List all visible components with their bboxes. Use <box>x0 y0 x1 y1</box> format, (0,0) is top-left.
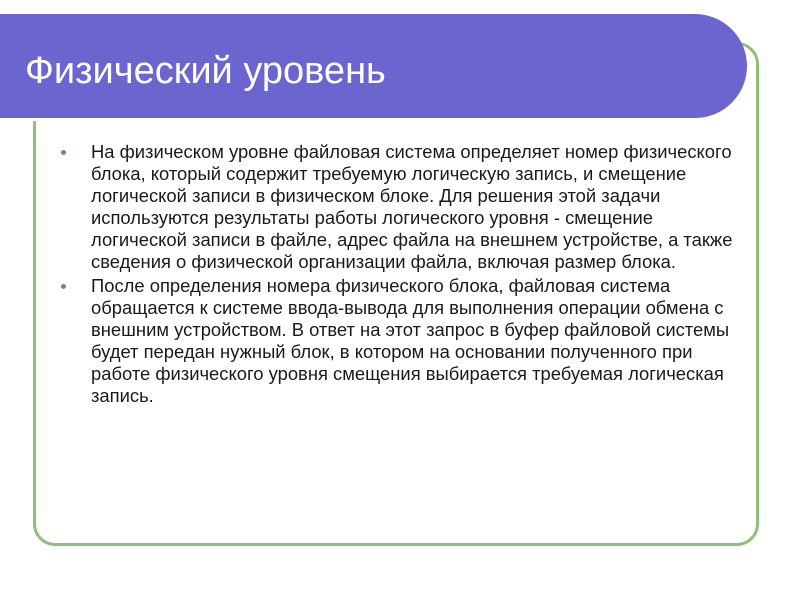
bullet-item <box>60 275 740 407</box>
slide-content <box>60 141 740 409</box>
bullet-text: На физическом уровне файловая система определяет номер физического блока, который содержит требуемую логическую запись, и смещение логической записи в физическом блоке. Для решения этой задачи используются результаты работы логического уровня - смещение логической записи в файле, адрес файла на внешнем устройстве, а также сведения о физической организации файла, включая размер блока. <box>91 141 733 272</box>
bullet-text: После определения номера физического блока, файловая система обращается к системе ввода-вывода для выполнения операции обмена с внешним устройством. В ответ на этот запрос в буфер файловой системы будет передан нужный блок, в котором на основании полученного при работе физического уровня смещения выбирается требуемая логическая запись. <box>91 275 730 406</box>
title-underline <box>30 118 708 121</box>
slide-title: Физический уровень <box>25 50 386 92</box>
bullet-item <box>60 141 740 273</box>
title-banner <box>0 14 747 118</box>
bullet-dot-icon <box>61 150 66 155</box>
bullet-dot-icon <box>61 284 66 289</box>
